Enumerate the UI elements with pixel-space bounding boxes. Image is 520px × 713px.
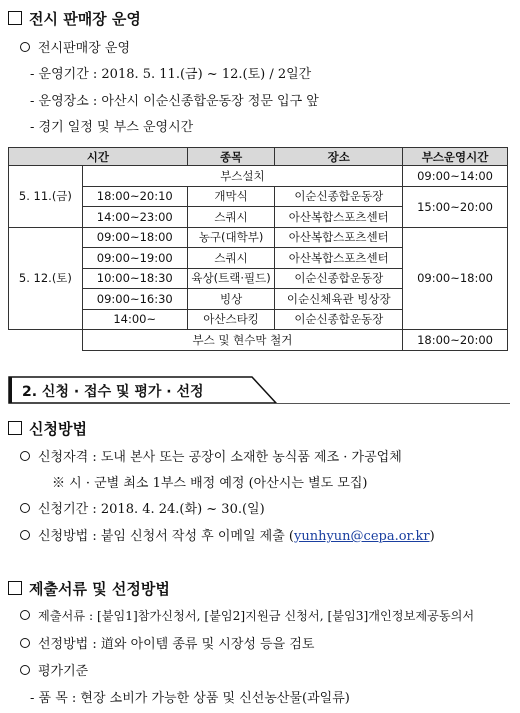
- place-cell: 이순신체육관 빙상장: [275, 289, 403, 310]
- event-cell: 농구(대학부): [187, 227, 275, 248]
- checkbox-square-icon: [8, 11, 22, 25]
- table-row: [9, 186, 508, 207]
- operation-place: - 운영장소 : 아산시 이순신종합운동장 정문 입구 앞: [30, 94, 319, 109]
- place-cell: 아산복합스포츠센터: [275, 227, 403, 248]
- evaluation-criteria: 평가기준: [20, 660, 88, 679]
- schedule-table: [8, 147, 508, 351]
- divider-line: [270, 403, 510, 404]
- header-place: 장소: [275, 148, 403, 166]
- booth-setup-time: 09:00~14:00: [403, 166, 508, 187]
- place-cell: 이순신종합운동장: [275, 186, 403, 207]
- section-heading-application: 신청방법: [8, 418, 87, 439]
- email-link[interactable]: yunhyun@cepa.or.kr: [294, 529, 430, 544]
- selection-method: 선정방법 : 道와 아이템 종류 및 시장성 등을 검토: [20, 633, 314, 652]
- circle-bullet-icon: [20, 42, 30, 52]
- checkbox-square-icon: [8, 581, 22, 595]
- event-cell: 스쿼시: [187, 248, 275, 269]
- time-cell: 09:00~16:30: [82, 289, 187, 310]
- day2-booth-time: 09:00~18:00: [403, 227, 508, 330]
- section-heading-exhibition: 전시 판매장 운영: [8, 8, 141, 29]
- place-cell: 이순신종합운동장: [275, 268, 403, 289]
- criteria-items: - 품 목 : 현장 소비가 가능한 상품 및 신선농산물(과일류): [30, 691, 350, 706]
- circle-bullet-icon: [20, 451, 30, 461]
- time-cell: 14:00~23:00: [82, 207, 187, 228]
- empty-cell: [9, 330, 83, 351]
- place-cell: 아산복합스포츠센터: [275, 248, 403, 269]
- time-cell: 10:00~18:30: [82, 268, 187, 289]
- time-cell: 09:00~19:00: [82, 248, 187, 269]
- header-time: 시간: [9, 148, 188, 166]
- day1-cell: 5. 11.(금): [9, 166, 83, 228]
- circle-bullet-icon: [20, 638, 30, 648]
- header-booth-time: 부스운영시간: [403, 148, 508, 166]
- section-2-title: 2. 신청 · 접수 및 평가 · 선정: [22, 384, 204, 400]
- teardown: 부스 및 현수막 철거: [82, 330, 402, 351]
- checkbox-square-icon: [8, 421, 22, 435]
- circle-bullet-icon: [20, 610, 30, 620]
- allocation-note: ※ 시 · 군별 최소 1부스 배정 예정 (아산시는 별도 모집): [52, 476, 368, 491]
- application-period: 신청기간 : 2018. 4. 24.(화) ~ 30.(일): [20, 498, 265, 517]
- event-cell: 육상(트랙·필드): [187, 268, 275, 289]
- place-cell: 아산복합스포츠센터: [275, 207, 403, 228]
- header-event: 종목: [187, 148, 275, 166]
- eligibility-line: 신청자격 : 도내 본사 또는 공장이 소재한 농식품 제조 · 가공업체: [20, 446, 402, 465]
- event-cell: 스쿼시: [187, 207, 275, 228]
- event-cell: 빙상: [187, 289, 275, 310]
- bullet-exhibition: 전시판매장 운영: [20, 37, 130, 56]
- time-cell: 14:00~: [82, 309, 187, 330]
- circle-bullet-icon: [20, 665, 30, 675]
- circle-bullet-icon: [20, 503, 30, 513]
- table-row: [9, 330, 508, 351]
- schedule-label: - 경기 일정 및 부스 운영시간: [30, 120, 194, 135]
- day2-cell: 5. 12.(토): [9, 227, 83, 330]
- section-2-banner: [8, 376, 270, 404]
- documents-line: 제출서류 : [붙임1]참가신청서, [붙임2]지원금 신청서, [붙임3]개인정보제공동의서: [20, 607, 474, 624]
- event-cell: 개막식: [187, 186, 275, 207]
- day1-booth-time: 15:00~20:00: [403, 186, 508, 227]
- event-cell: 아산스타킹: [187, 309, 275, 330]
- section-heading-documents: 제출서류 및 선정방법: [8, 578, 170, 599]
- circle-bullet-icon: [20, 530, 30, 540]
- time-cell: 18:00~20:10: [82, 186, 187, 207]
- teardown-time: 18:00~20:00: [403, 330, 508, 351]
- time-cell: 09:00~18:00: [82, 227, 187, 248]
- table-row: [9, 166, 508, 187]
- table-header-row: [9, 148, 508, 166]
- application-method: 신청방법 : 붙임 신청서 작성 후 이메일 제출 (yunhyun@cepa.or.kr): [20, 525, 435, 544]
- table-row: [9, 227, 508, 248]
- operation-period: - 운영기간 : 2018. 5. 11.(금) ~ 12.(토) / 2일간: [30, 67, 312, 82]
- place-cell: 이순신종합운동장: [275, 309, 403, 330]
- booth-setup: 부스설치: [82, 166, 402, 187]
